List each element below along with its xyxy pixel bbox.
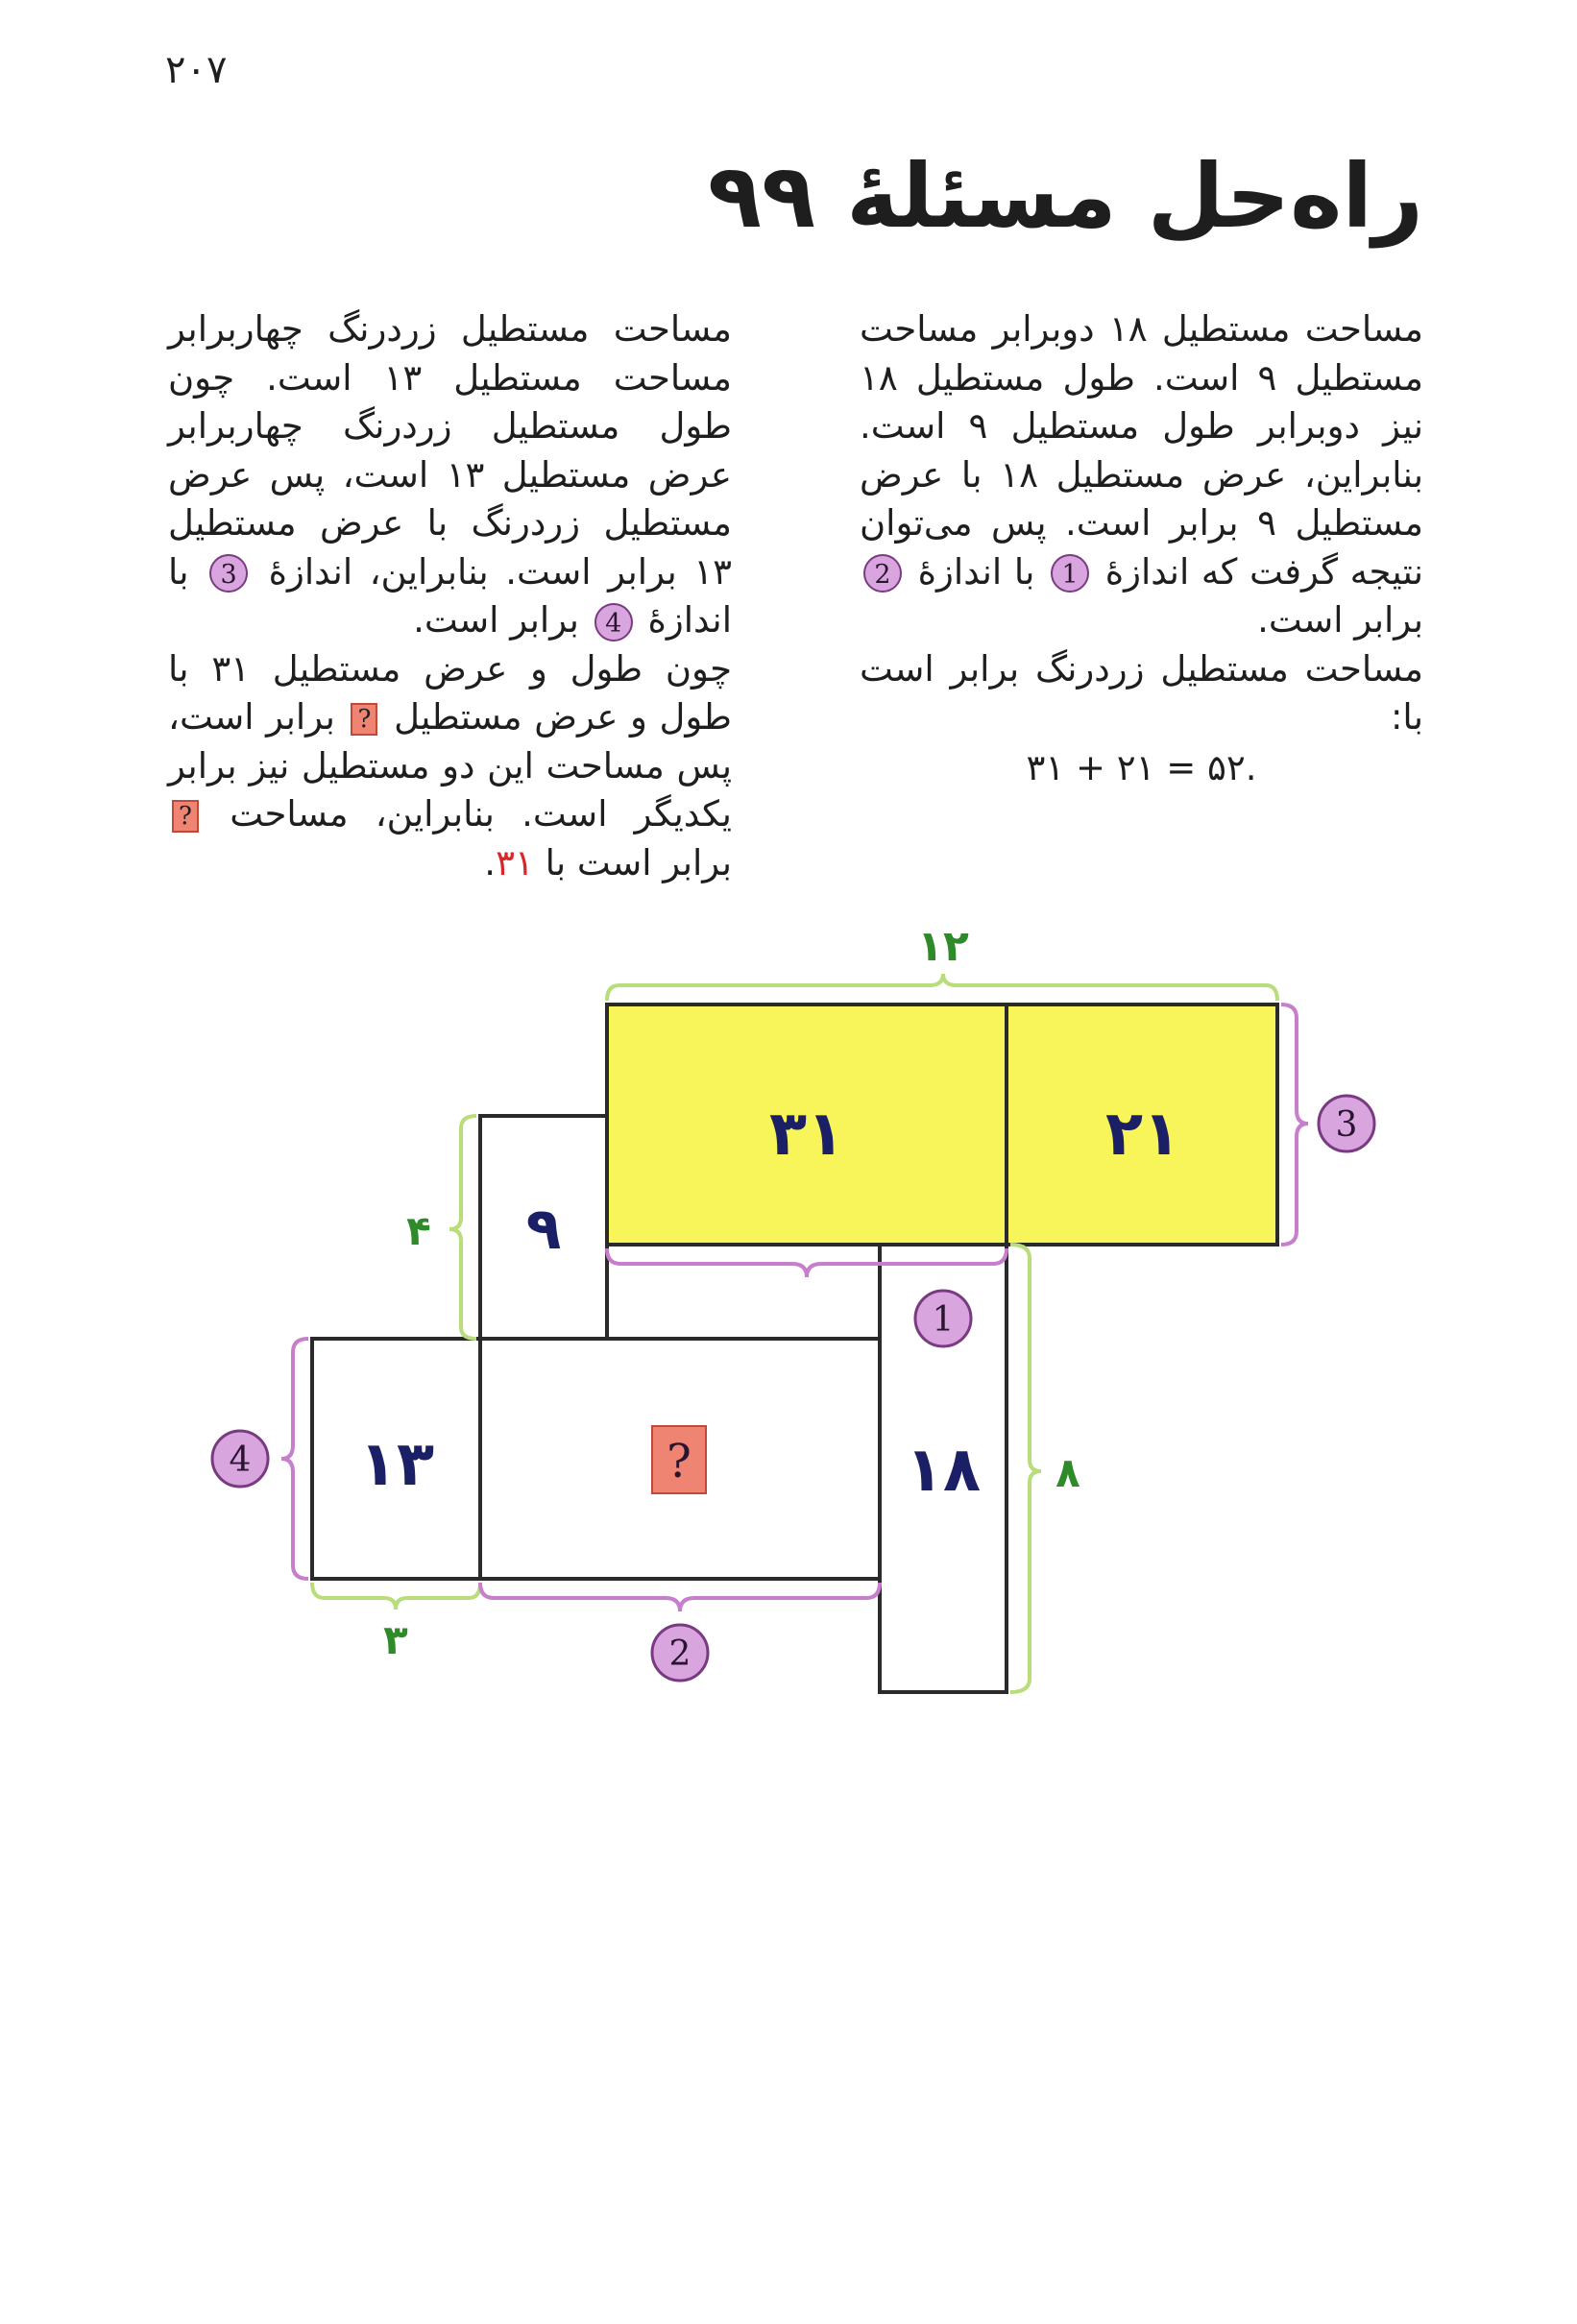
right-p1-text-c: برابر است. [1257,599,1423,641]
dimension-right-label: ۸ [1055,1449,1080,1496]
rect-18-label: ۱۸ [905,1435,982,1506]
page-title: راه‌حل مسئلهٔ ۹۹ [707,145,1423,248]
circle-marker-2: 2 [863,554,902,593]
dimension-left-label: ۴ [406,1207,431,1254]
right-paragraph-1 [860,305,1423,645]
circle-4-label: 4 [229,1440,252,1480]
left-paragraph-1 [168,305,732,645]
circle-1-label: 1 [932,1300,955,1340]
top-brace [607,974,1277,1001]
right-p1-text-b: با اندازهٔ [917,550,1035,593]
brace-2 [480,1583,880,1611]
left-column [168,305,732,887]
left-paragraph-2 [168,645,732,888]
dimension-bottom-label: ۳ [383,1616,408,1663]
left-brace [449,1116,476,1339]
left-p1-text-a: مساحت مستطیل زردرنگ چهاربرابر مساحت مستطیل ۱۳ است. چون طول مستطیل زردرنگ چهاربرابر عرض مستطیل ۱۳ است، پس عرض مستطیل زردرنگ با عرض مستطیل ۱۳ برابر است. بنابراین، اندازهٔ [168,308,733,593]
brace-3 [1281,1005,1308,1245]
right-brace [1010,1245,1041,1692]
right-paragraph-2: مساحت مستطیل زردرنگ برابر است با: [860,647,1423,738]
question-mark-icon: ? [172,800,199,833]
page-number: ۲۰۷ [165,48,228,92]
brace-4 [281,1339,308,1579]
bottom-brace [312,1583,480,1610]
rect-31-label: ۳۱ [768,1099,845,1170]
area-equation: ۳۱ + ۲۱ = ۵۲. [1026,746,1257,788]
rect-9-label: ۹ [525,1196,562,1263]
left-p1-text-b: با اندازهٔ [168,550,732,641]
circle-2-label: 2 [668,1634,691,1674]
circle-marker-4: 4 [594,603,633,642]
circle-3-label: 3 [1335,1105,1358,1145]
left-p2-text-c: برابر است با [545,841,732,884]
left-p2-end: . [484,841,497,884]
rect-13-label: ۱۳ [358,1429,435,1500]
rectangle-figure [0,903,1577,1748]
dimension-top-label: ۱۲ [917,922,969,971]
rect-21-label: ۲۱ [1104,1099,1181,1170]
right-p1-text-a: مساحت مستطیل ۱۸ دوبرابر مساحت مستطیل ۹ است. طول مستطیل ۱۸ نیز دوبرابر طول مستطیل ۹ است. بنابراین، عرض مستطیل ۱۸ با عرض مستطیل ۹ برابر است. پس می‌توان نتیجه گرفت که اندازهٔ [860,308,1424,593]
circle-marker-3: 3 [209,554,248,593]
unknown-rect-label: ? [667,1435,691,1489]
right-column [860,305,1423,792]
left-p2-text-a: چون طول و عرض مستطیل ۳۱ با طول و عرض مستطیل [168,647,732,738]
left-p2-text-b: برابر است، پس مساحت این دو مستطیل نیز برابر یکدیگر است. بنابراین، مساحت [168,696,732,835]
circle-marker-1: 1 [1051,554,1089,593]
left-p1-text-c: برابر است. [413,599,579,641]
answer-value: ۳۱ [496,841,534,884]
question-mark-icon: ? [351,703,377,736]
